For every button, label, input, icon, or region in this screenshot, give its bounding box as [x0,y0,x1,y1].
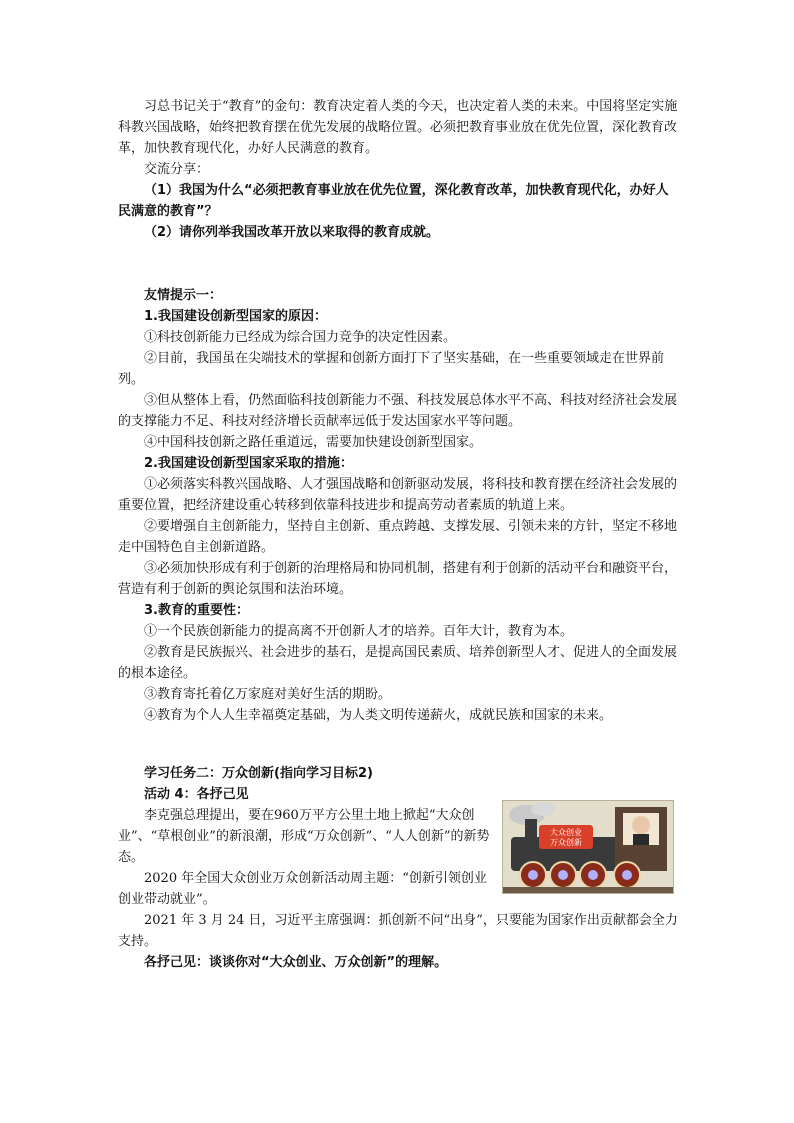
task-2-paragraph: 李克强总理提出，要在960万平方公里土地上掀起“大众创业”、“草根创业”的新浪潮，形成“万众创新”、“人人创新”的新势态。 [118,808,490,865]
section-1-item: ①科技创新能力已经成为综合国力竞争的决定性因素。 [144,330,457,345]
section-3-item: ①一个民族创新能力的提高离不开创新人才的培养。百年大计，教育为本。 [144,624,574,639]
tips-title: 友情提示一： [144,288,223,303]
question-2: （2）请你列举我国改革开放以来取得的教育成就。 [144,225,440,240]
wheel-figure-icon [558,870,568,880]
closing-prompt: 各抒己见：谈谈你对“大众创业、万众创新”的理解。 [144,955,448,970]
train-sign-line-1: 大众创业 [550,828,582,837]
section-2-item: ③必须加快形成有利于创新的治理格局和协同机制，搭建有利于创新的活动平台和融资平台，营造有利于创新的舆论氛围和法治环境。 [118,561,678,597]
activity-title: 活动 4：各抒己见 [144,787,249,802]
section-2-item: ①必须落实科教兴国战略、人才强国战略和创新驱动发展，将科技和教育摆在经济社会发展的重要位置，把经济建设重心转移到依靠科技进步和提高劳动者素质的轨道上来。 [118,477,678,513]
section-3-item: ③教育寄托着亿万家庭对美好生活的期盼。 [144,687,392,702]
section-3-item: ②教育是民族振兴、社会进步的基石，是提高国民素质、培养创新型人才、促进人的全面发展的根本途径。 [118,645,678,681]
section-2-item: ②要增强自主创新能力，坚持自主创新、重点跨越、支撑发展、引领未来的方针，坚定不移地走中国特色自主创新道路。 [118,519,678,555]
section-1-item: ③但从整体上看，仍然面临科技创新能力不强、科技发展总体水平不高、科技对经济社会发展的支撑能力不足、科技对经济增长贡献率远低于发达国家水平等问题。 [118,393,678,429]
train-illustration-svg [503,801,673,893]
wheel-figure-icon [622,870,632,880]
section-3-item: ④教育为个人人生幸福奠定基础，为人类文明传递薪火，成就民族和国家的未来。 [144,708,613,723]
train-sign-line-2: 万众创新 [550,838,582,847]
section-3-title: 3.教育的重要性： [144,603,249,618]
section-1-item: ②目前，我国虽在尖端技术的掌握和创新方面打下了坚实基础，在一些重要领域走在世界前列。 [118,351,665,387]
question-1: （1）我国为什么“必须把教育事业放在优先位置，深化教育改革，加快教育现代化，办好人民满意的教育”？ [118,183,669,219]
intro-paragraph: 习总书记关于“教育”的金句：教育决定着人类的今天，也决定着人类的未来。中国将坚定实施科教兴国战略，始终把教育摆在优先发展的战略位置。必须把教育事业放在优先位置，深化教育改革，加快教育现代化，办好人民满意的教育。 [118,99,678,156]
share-title: 交流分享： [144,162,210,177]
section-1-title: 1.我国建设创新型国家的原因： [144,309,327,324]
task-2-title: 学习任务二：万众创新(指向学习目标2) [144,766,373,781]
smoke-cloud [531,802,555,816]
wheel-figure-icon [528,870,538,880]
rail-track [503,887,673,893]
section-2-title: 2.我国建设创新型国家采取的措施： [144,456,353,471]
task-2-paragraph: 2020 年全国大众创业万众创新活动周主题：“创新引领创业 创业带动就业”。 [118,871,487,907]
section-1-item: ④中国科技创新之路任重道远，需要加快建设创新型国家。 [144,435,483,450]
wheel-figure-icon [588,870,598,880]
train-illustration [502,800,674,894]
task-2-paragraph: 2021 年 3 月 24 日，习近平主席强调：抓创新不问“出身”，只要能为国家作出贡献都会全力支持。 [118,913,678,949]
portrait-suit [633,834,649,845]
portrait-face [632,816,650,834]
